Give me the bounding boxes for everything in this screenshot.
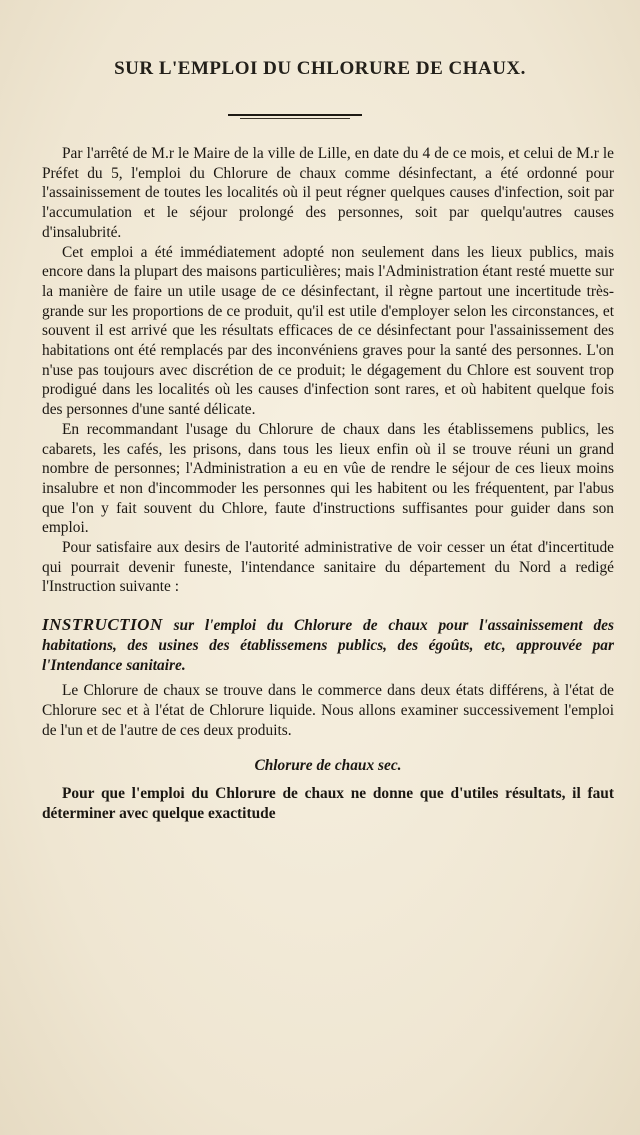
document-title: SUR L'EMPLOI DU CHLORURE DE CHAUX. [114,58,526,79]
instruction-heading-rest: sur l'emploi du Chlorure de chaux pour l'assainissement des habitations, des usines des établissemens publics, des égoûts, etc, approuvée par l'Intendance sanitaire. [42,617,615,674]
instruction-heading [42,615,614,675]
paragraph-adoption: Cet emploi a été immédiatement adopté non seulement dans les lieux publics, mais encore dans la plupart des maisons particulières; mais l'Administration étant resté muette sur la manière de faire un utile usage de ce désinfectant, il règne partout une incertitude très-grande sur les proportions de ce produit, qu'il est utile d'employer selon les circonstances, et souvent il est arrivé que les résultats efficaces de ce désinfectant pour l'assainissement des habitations ont été remplacés par des inconvéniens graves pour la santé des personnes. L'on n'use pas toujours avec discrétion de ce produit; le dégagement du Chlore est souvent trop prodigué dans les localités où les causes d'infection sont rares, et où habitent quelque fois des personnes d'une santé délicate. [42,243,614,419]
paragraph-recommendation: En recommandant l'usage du Chlorure de chaux dans les établissemens publics, les cabarets, les cafés, les prisons, dans tous les lieux enfin où il se trouve réuni un grand nombre de personnes; l'Administration a eu en vûe de rendre le séjour de ces lieux moins insalubre et non d'incommoder les personnes qui les habitent ou les fréquentent, par l'abus que l'on y fait souvent du Chlore, faute d'instructions suffisantes pour guider dans son emploi. [42,420,614,537]
paragraph-two-states: Le Chlorure de chaux se trouve dans le commerce dans deux états différens, à l'état de Chlorure sec et à l'état de Chlorure liquide. Nous allons examiner successivement l'emploi de l'un et de l'autre de ces deux produits. [42,682,614,739]
instruction-heading-caps: INSTRUCTION [42,615,163,635]
subheading-dry-chloride: Chlorure de chaux sec. [254,757,402,775]
paragraph-intendance: Pour satisfaire aux desirs de l'autorité administrative de voir cesser un état d'incertitude qui pourrait devenir funeste, l'intendance sanitaire du département du Nord a redigé l'Instruction suivante : [42,539,614,596]
paragraph-final: Pour que l'emploi du Chlorure de chaux ne donne que d'utiles résultats, il faut déterminer avec quelque exactitude [42,785,614,822]
title-rule [228,114,362,116]
paragraph-decree: Par l'arrêté de M.r le Maire de la ville de Lille, en date du 4 de ce mois, et celui de M.r le Préfet du 5, l'emploi du Chlorure de chaux comme désinfectant, a été ordonné pour l'assainissement de toutes les localités où il peut régner quelques causes d'infection, soit par l'accumulation et le séjour prolongé des personnes, soit par quelqu'autres causes d'insalubrité. [42,145,614,241]
document-body [42,144,614,824]
title-rule-thin [240,118,350,119]
